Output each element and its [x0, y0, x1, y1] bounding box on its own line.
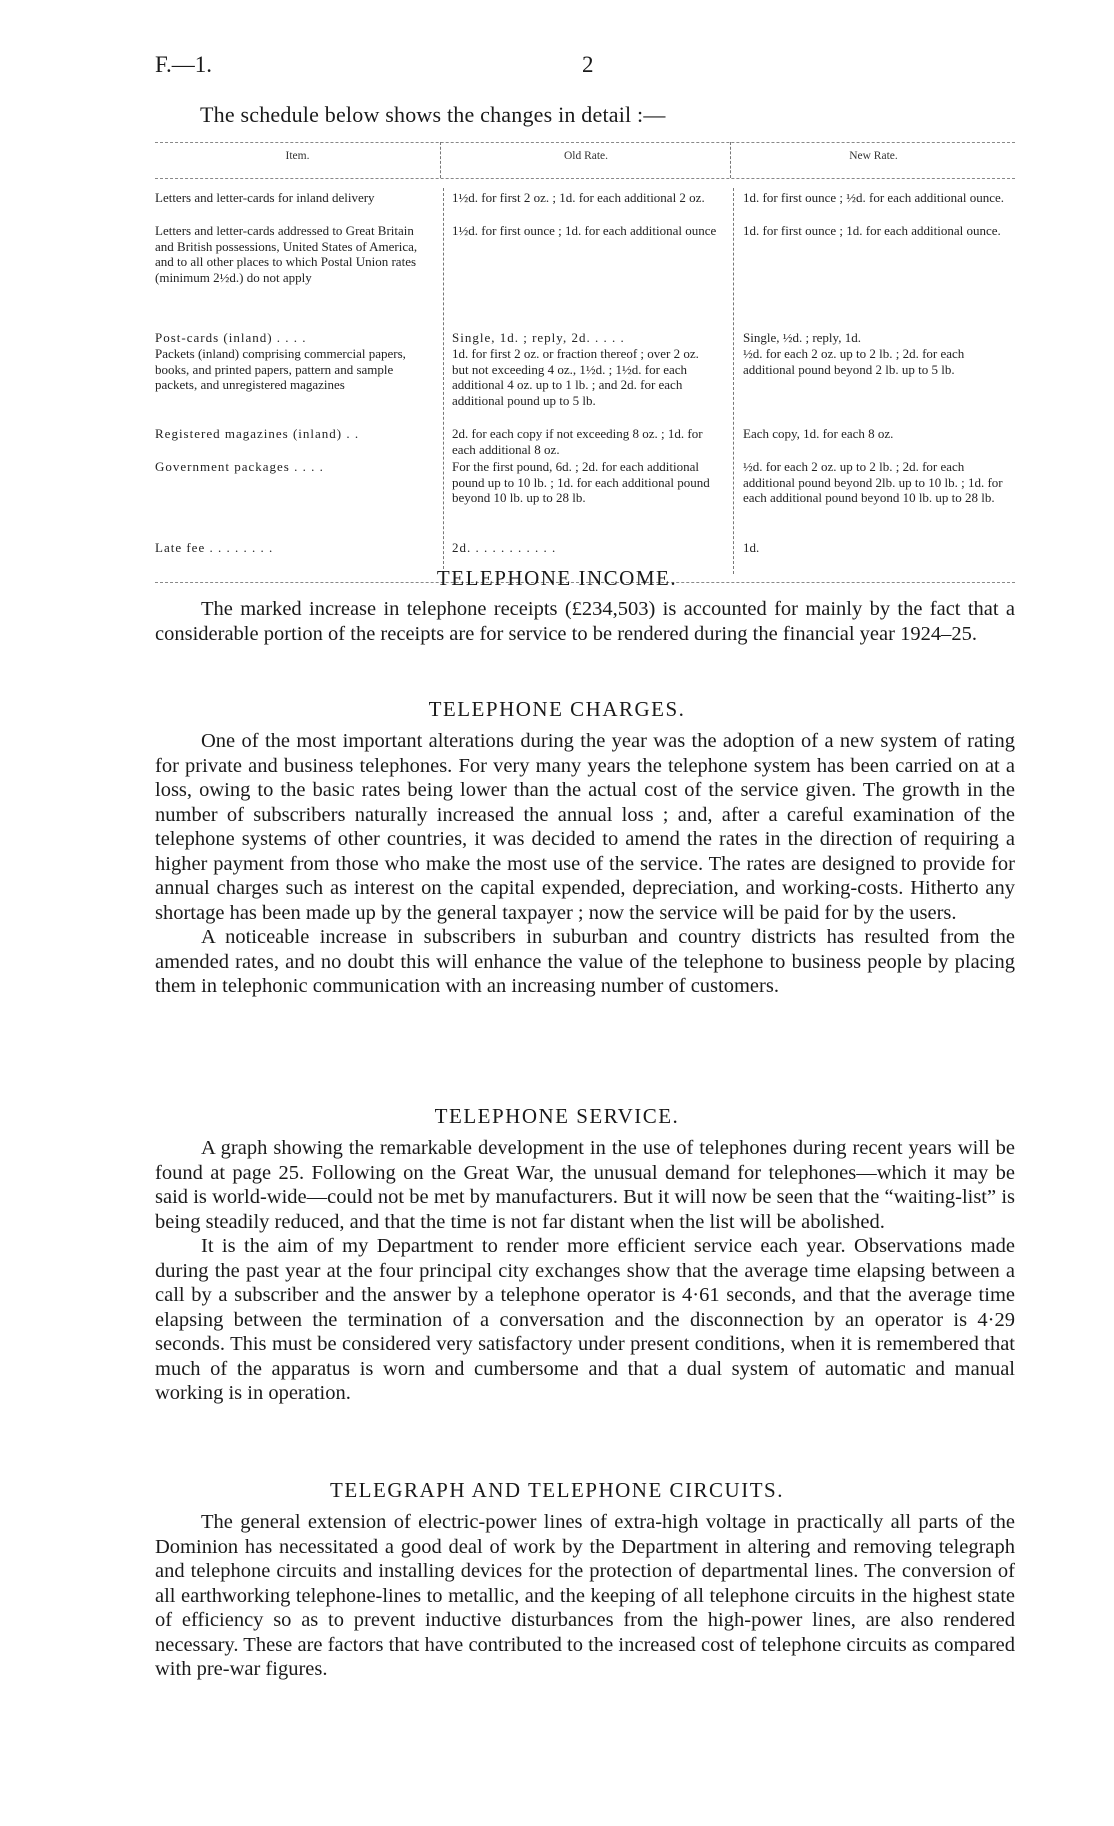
table-header-rule	[155, 178, 1015, 179]
table-row-new-rate: Single, ½d. ; reply, 1d.	[743, 330, 861, 345]
section-heading: TELEPHONE SERVICE.	[434, 1104, 680, 1128]
paragraph: One of the most important alterations during the year was the adoption of a new system of rating for private and business telephones. For very many years the telephone system has been carried on at a loss, owing to the basic rates being lower than the actual cost of the service given. The growth in the number of subscribers naturally increased the annual loss ; and, after a careful examination of the telephone systems of other countries, it was decided to amend the rates in the direction of requiring a higher payment from those who make the most use of the service. The rates are designed to provide for annual charges such as interest on the capital expended, depreciation, and working-costs. Hitherto any shortage has been made up by the general taxpayer ; now the service will be paid for by the users.	[155, 730, 1015, 924]
table-row-old-rate: 1½d. for first 2 oz. ; 1d. for each additional 2 oz.	[452, 190, 705, 205]
column-header-item: Item.	[285, 150, 310, 162]
paragraph: It is the aim of my Department to render more efficient service each year. Observations made during the past year at the four principal city exchanges show that the average time elapsing between a call by a subscriber and the answer by a telephone operator is 4·61 seconds, and that the average time elapsing between the termination of a conversation and the disconnection by an operator is 4·29 seconds. This must be considered very satisfactory under present conditions, when it is remembered that much of the apparatus is worn and cumbersome and that a dual system of automatic and manual working is in operation.	[155, 1235, 1015, 1404]
section-body	[155, 597, 1015, 646]
table-row-item: Letters and letter-cards addressed to Great Britain and British possessions, United States of America, and to all other places to which Postal Union rates (minimum 2½d.) do not apply	[155, 223, 418, 285]
schedule-intro: The schedule below shows the changes in detail :—	[200, 102, 666, 127]
table-top-rule	[155, 142, 1015, 143]
table-row-old-rate: Single, 1d. ; reply, 2d. . . . .	[452, 330, 625, 345]
section-heading: TELEPHONE INCOME.	[436, 566, 678, 590]
table-row-new-rate: 1d. for first ounce ; ½d. for each additional ounce.	[743, 190, 1004, 205]
table-row-item: Government packages . . . .	[155, 459, 324, 474]
column-divider	[440, 142, 441, 178]
table-row-new-rate: 1d. for first ounce ; 1d. for each additional ounce.	[743, 223, 1001, 238]
paragraph: The marked increase in telephone receipts (£234,503) is accounted for mainly by the fact that a considerable portion of the receipts are for service to be rendered during the financial year 1924–25.	[155, 598, 1015, 645]
table-row-new-rate: ½d. for each 2 oz. up to 2 lb. ; 2d. for each additional pound beyond 2lb. up to 10 lb. ; 1d. for each additional pound beyond 10 lb. up to 28 lb.	[743, 459, 1003, 505]
section-body	[155, 1136, 1015, 1406]
table-row-item: Packets (inland) comprising commercial papers, books, and printed papers, pattern and sample packets, and unregistered magazines	[155, 346, 406, 392]
table-row-new-rate: Each copy, 1d. for each 8 oz.	[743, 426, 894, 441]
paragraph: The general extension of electric-power lines of extra-high voltage in practically all parts of the Dominion has necessitated a good deal of work by the Department in altering and removing telegraph and telephone circuits and installing devices for the protection of departmental lines. The conversion of all earthworking telephone-lines to metallic, and the keeping of all telephone circuits in the highest state of efficiency so as to prevent inductive disturbances from the high-power lines, are also rendered necessary. These are factors that have contributed to the increased cost of telephone circuits as compared with pre-war figures.	[155, 1511, 1015, 1680]
table-row-old-rate: 2d. . . . . . . . . . .	[452, 540, 557, 555]
page-number: 2	[582, 52, 594, 77]
table-row-old-rate: 1½d. for first ounce ; 1d. for each additional ounce	[452, 223, 717, 238]
section-body	[155, 1510, 1015, 1682]
column-divider	[733, 188, 734, 574]
section-body	[155, 729, 1015, 999]
section-heading: TELEGRAPH AND TELEPHONE CIRCUITS.	[330, 1478, 784, 1502]
table-row-item: Registered magazines (inland) . .	[155, 426, 360, 441]
table-row-old-rate: For the first pound, 6d. ; 2d. for each additional pound up to 10 lb. ; 1d. for each additional pound beyond 10 lb. up to 28 lb.	[452, 459, 710, 505]
table-row-item: Post-cards (inland) . . . .	[155, 330, 307, 345]
table-row-new-rate: ½d. for each 2 oz. up to 2 lb. ; 2d. for each additional pound beyond 2 lb. up to 5 lb.	[743, 346, 965, 377]
column-header-old-rate: Old Rate.	[563, 150, 609, 162]
paragraph: A graph showing the remarkable development in the use of telephones during recent years will be found at page 25. Following on the Great War, the unusual demand for telephones—which it may be said is world-wide—could not be met by manufacturers. But it will now be seen that the “waiting-list” is being steadily reduced, and that the time is not far distant when the list will be abolished.	[155, 1137, 1015, 1233]
column-divider	[443, 188, 444, 574]
section-heading: TELEPHONE CHARGES.	[428, 697, 686, 721]
table-row-new-rate: 1d.	[743, 540, 760, 555]
table-row-old-rate: 2d. for each copy if not exceeding 8 oz. ; 1d. for each additional 8 oz.	[452, 426, 703, 457]
table-row-old-rate: 1d. for first 2 oz. or fraction thereof ; over 2 oz. but not exceeding 4 oz., 1½d. ; 1½d. for each additional 4 oz. up to 1 lb. ; and 2d. for each additional pound up to 5 lb.	[452, 346, 699, 408]
column-divider	[730, 142, 731, 178]
table-row-item: Letters and letter-cards for inland delivery	[155, 190, 375, 205]
table-row-item: Late fee . . . . . . . .	[155, 540, 274, 555]
column-header-new-rate: New Rate.	[849, 150, 898, 162]
paragraph: A noticeable increase in subscribers in suburban and country districts has resulted from the amended rates, and no doubt this will enhance the value of the telephone to business people by placing them in telephonic communication with an increasing number of customers.	[155, 926, 1015, 997]
report-reference: F.—1.	[155, 52, 212, 77]
